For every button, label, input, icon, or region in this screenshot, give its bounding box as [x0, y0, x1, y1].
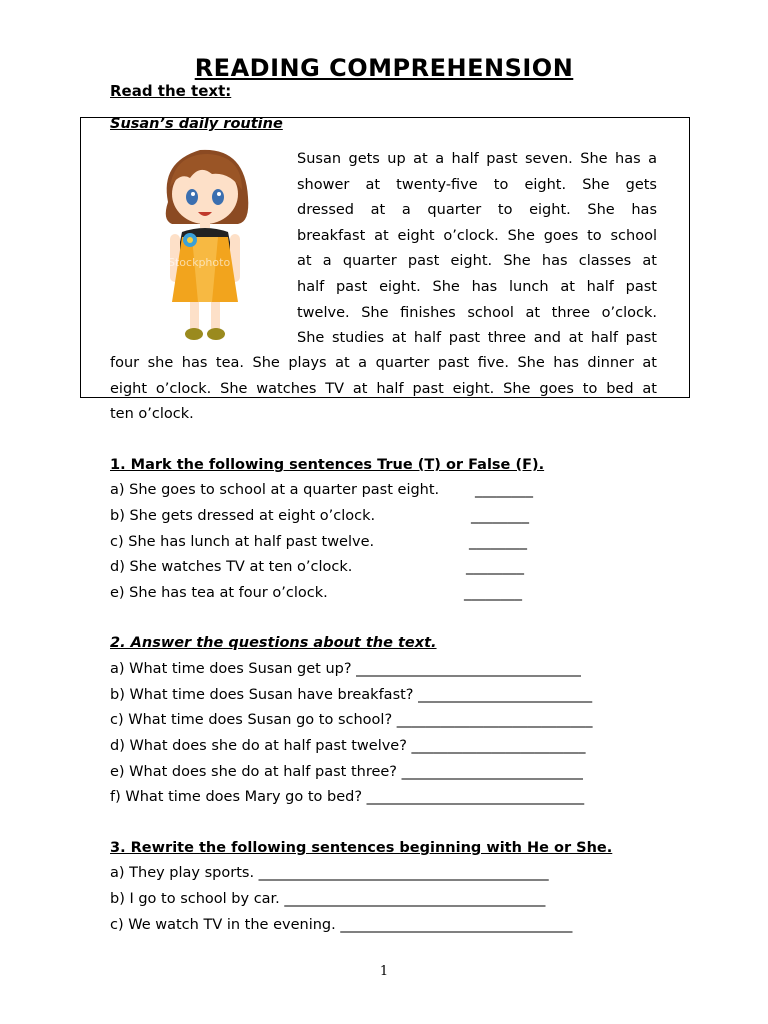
story-line: four she has tea. She plays at a quarter past five. She has dinner at	[110, 355, 657, 371]
tf-answer-blank-c[interactable]: ________	[469, 534, 527, 550]
page-title: READING COMPREHENSION	[194, 54, 574, 82]
rewrite-item-a[interactable]: a) They play sports. ________________________________________	[110, 865, 549, 881]
rewrite-item-b[interactable]: b) I go to school by car. ____________________________________	[110, 891, 546, 907]
page-number: 1	[379, 964, 389, 979]
tf-item-e: e) She has tea at four o’clock.	[110, 585, 328, 601]
story-line: breakfast at eight o’clock. She goes to school	[297, 227, 657, 244]
girl-illustration	[150, 142, 260, 347]
question-f[interactable]: f) What time does Mary go to bed? ______________________________	[110, 789, 585, 805]
tf-item-b: b) She gets dressed at eight o’clock.	[110, 508, 376, 524]
read-the-text-label: Read the text:	[110, 82, 232, 100]
watermark-text: Stockphoto	[168, 256, 231, 269]
rewrite-item-c[interactable]: c) We watch TV in the evening. ________________________________	[110, 917, 573, 933]
story-line: twelve. She finishes school at three o’clock.	[297, 304, 657, 321]
story-line: shower at twenty-five to eight. She gets	[297, 176, 657, 193]
question-d[interactable]: d) What does she do at half past twelve? ________________________	[110, 738, 586, 754]
tf-item-d: d) She watches TV at ten o’clock.	[110, 559, 353, 575]
story-title: Susan’s daily routine	[110, 116, 283, 132]
story-line: at a quarter past eight. She has classes at	[297, 253, 657, 270]
section-2-heading: 2. Answer the questions about the text.	[110, 635, 437, 651]
story-line: She studies at half past three and at half past	[297, 330, 657, 347]
question-c[interactable]: c) What time does Susan go to school? ___________________________	[110, 712, 593, 728]
tf-answer-blank-b[interactable]: ________	[471, 508, 529, 524]
section-1-heading: 1. Mark the following sentences True (T) or False (F).	[110, 457, 545, 473]
story-text-right	[297, 147, 657, 352]
tf-item-c: c) She has lunch at half past twelve.	[110, 534, 375, 550]
story-text-bottom	[110, 351, 657, 428]
question-e[interactable]: e) What does she do at half past three? _________________________	[110, 764, 583, 780]
story-line: eight o’clock. She watches TV at half past eight. She goes to bed at	[110, 380, 657, 397]
section-3-heading: 3. Rewrite the following sentences beginning with He or She.	[110, 840, 613, 856]
story-line: half past eight. She has lunch at half past	[297, 278, 657, 295]
tf-answer-blank-d[interactable]: ________	[466, 559, 524, 575]
tf-answer-blank-a[interactable]: ________	[475, 482, 533, 498]
tf-item-a: a) She goes to school at a quarter past eight.	[110, 482, 440, 498]
question-a[interactable]: a) What time does Susan get up? _______________________________	[110, 661, 581, 677]
question-b[interactable]: b) What time does Susan have breakfast? ________________________	[110, 687, 593, 703]
tf-answer-blank-e[interactable]: ________	[464, 585, 522, 601]
story-line: dressed at a quarter to eight. She has	[297, 202, 657, 219]
story-line: Susan gets up at a half past seven. She has a	[297, 151, 657, 167]
story-line: ten o’clock.	[110, 406, 194, 423]
